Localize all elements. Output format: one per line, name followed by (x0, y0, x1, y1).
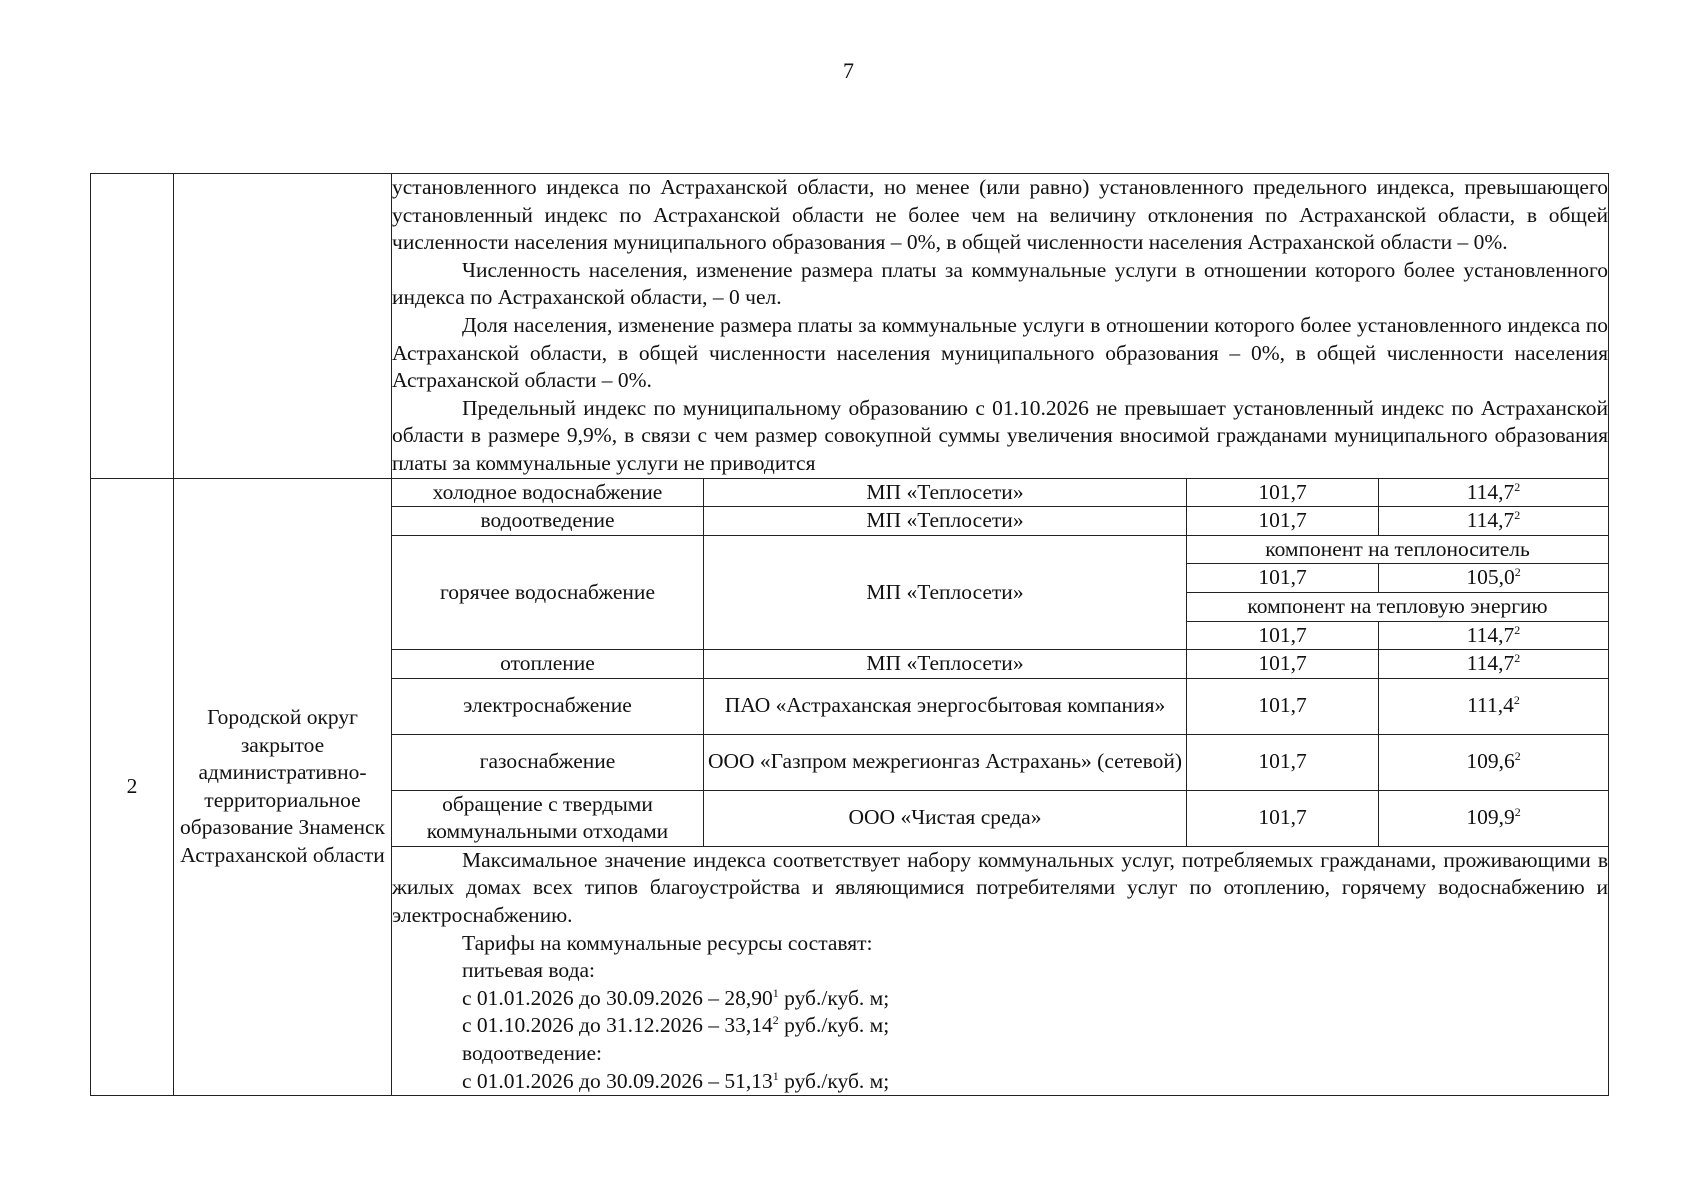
service-name: холодное водоснабжение (392, 478, 704, 507)
footnote-mark: 2 (1513, 693, 1520, 708)
provider-name: МП «Теплосети» (704, 535, 1187, 649)
municipality-name: Городской округ закрытое административно-территориальное образование Знаменск Астраханской области (174, 478, 392, 1096)
service-row (91, 478, 1609, 507)
index-value: 101,7 (1187, 790, 1379, 846)
water-tariff-1: с 01.01.2026 до 30.09.2026 – 28,90$^1$ руб./куб. м; (462, 985, 890, 1010)
service-name: отопление (392, 650, 704, 679)
limit-value: 109,9$^2$ (1379, 790, 1609, 846)
limit-value: 109,6$^2$ (1379, 734, 1609, 790)
service-name: водоотведение (392, 507, 704, 536)
provider-name: ООО «Газпром межрегионгаз Астрахань» (сетевой) (704, 734, 1187, 790)
water-title: питьевая вода: (462, 958, 596, 983)
service-name: горячее водоснабжение (392, 535, 704, 649)
tariffs-title: Тарифы на коммунальные ресурсы составят: (462, 930, 873, 955)
index-value: 101,7 (1187, 734, 1379, 790)
footnote-mark: 2 (1514, 565, 1521, 580)
footnote-mark: 2 (1514, 651, 1521, 666)
limit-value: 114,7$^2$ (1379, 621, 1609, 650)
sewer-title: водоотведение: (462, 1041, 602, 1066)
limit-value: 105,0$^2$ (1379, 564, 1609, 593)
footnote-mark: 2 (1514, 749, 1521, 764)
provider-name: ПАО «Астраханская энергосбытовая компания» (704, 678, 1187, 734)
footnote-mark: 2 (772, 1013, 779, 1028)
service-name: электроснабжение (392, 678, 704, 734)
limit-value: 114,7$^2$ (1379, 478, 1609, 507)
provider-name: МП «Теплосети» (704, 507, 1187, 536)
paragraph-population-count: Численность населения, изменение размера платы за коммунальные услуги в отношении которого более установленного индекса по Астраханской области, – 0 чел. (392, 257, 1609, 310)
row-number: 2 (91, 478, 174, 1096)
continuation-text-cell (392, 174, 1609, 479)
index-value: 101,7 (1187, 564, 1379, 593)
paragraph-population-share: Доля населения, изменение размера платы за коммунальные услуги в отношении которого более установленного индекса по Астраханской области, в общей численности населения муниципального образования – 0%, в общей численности населения Астраханской области – 0%. (392, 312, 1609, 393)
index-value: 101,7 (1187, 650, 1379, 679)
provider-name: МП «Теплосети» (704, 650, 1187, 679)
footnote-mark: 1 (772, 1068, 779, 1083)
provider-name: МП «Теплосети» (704, 478, 1187, 507)
continuation-row (91, 174, 1609, 479)
index-value: 101,7 (1187, 621, 1379, 650)
footnote-mark: 2 (1514, 622, 1521, 637)
max-value-note: Максимальное значение индекса соответствует набору коммунальных услуг, потребляемых гражданами, проживающими в жилых домах всех типов благоустройства и являющимися потребителями услуг по отоплению, горячему водоснабжению и электроснабжению. (392, 847, 1609, 928)
footnote-mark: 2 (1514, 479, 1521, 494)
index-value: 101,7 (1187, 507, 1379, 536)
component-label: компонент на теплоноситель (1187, 535, 1609, 564)
component-label: компонент на тепловую энергию (1187, 592, 1609, 621)
notes-cell (392, 846, 1609, 1095)
index-value: 101,7 (1187, 678, 1379, 734)
service-name: обращение с твердыми коммунальными отходами (392, 790, 704, 846)
tariff-table (90, 173, 1609, 1096)
footnote-mark: 2 (1514, 805, 1521, 820)
service-name: газоснабжение (392, 734, 704, 790)
paragraph-limit-index: Предельный индекс по муниципальному образованию с 01.10.2026 не превышает установленный индекс по Астраханской области в размере 9,9%, в связи с чем размер совокупной суммы увеличения вносимой гражданами муниципального образования платы за коммунальные услуги не приводится (392, 395, 1609, 475)
empty-municipality-cell (174, 174, 392, 479)
limit-value: 114,7$^2$ (1379, 650, 1609, 679)
page-number: 7 (843, 58, 854, 83)
limit-value: 111,4$^2$ (1379, 678, 1609, 734)
water-tariff-2: с 01.10.2026 до 31.12.2026 – 33,14$^2$ руб./куб. м; (462, 1013, 890, 1038)
sewer-tariff-1: с 01.01.2026 до 30.09.2026 – 51,13$^1$ руб./куб. м; (462, 1068, 890, 1093)
limit-value: 114,7$^2$ (1379, 507, 1609, 536)
footnote-mark: 2 (1514, 508, 1521, 523)
provider-name: ООО «Чистая среда» (704, 790, 1187, 846)
empty-number-cell (91, 174, 174, 479)
index-value: 101,7 (1187, 478, 1379, 507)
footnote-mark: 1 (772, 985, 779, 1000)
paragraph-continued: установленного индекса по Астраханской области, но менее (или равно) установленного предельного индекса, превышающего установленный индекс по Астраханской области не более чем на величину отклонения по Астраханской области, в общей численности населения муниципального образования – 0%, в общей численности населения Астраханской области – 0%. (392, 175, 1609, 255)
